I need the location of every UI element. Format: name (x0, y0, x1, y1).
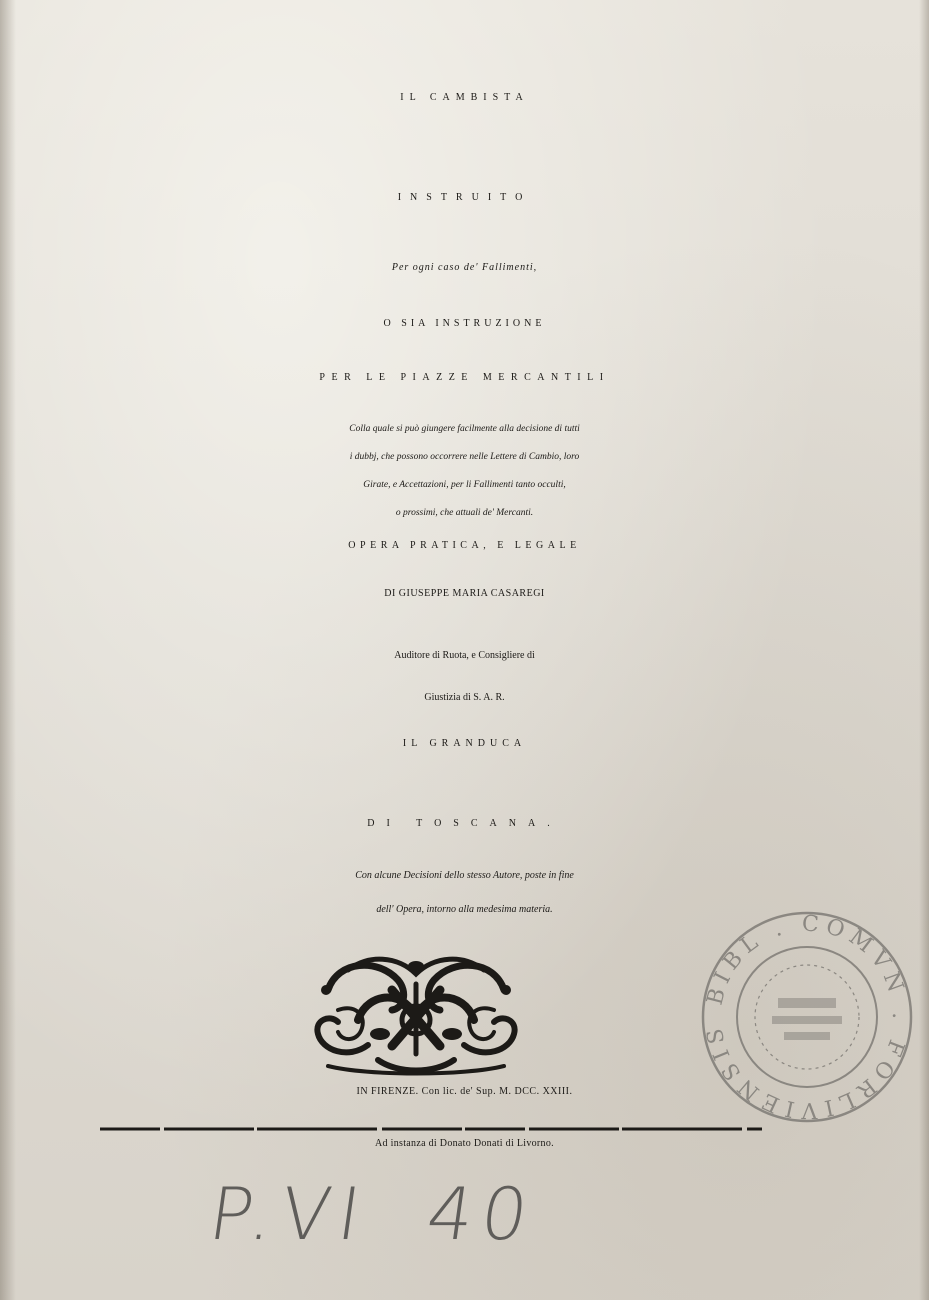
dedicatee: IL GRANDUCA (402, 738, 527, 749)
printer-line: Ad instanza di Donato Donati di Livorno. (375, 1138, 554, 1149)
alternate-title-sub: PER LE PIAZZE MERCANTILI (319, 372, 610, 383)
author-role: Giustizia di S. A. R. (424, 692, 505, 703)
subtitle: Per ogni caso de' Fallimenti, (391, 262, 538, 273)
author-name: DI GIUSEPPE MARIA CASAREGI (384, 588, 545, 599)
svg-text:BIBL . COMVN . FORLIVIENSIS: BIBL . COMVN . FORLIVIENSIS (701, 911, 913, 1123)
dedicatee-sub: DI TOSCANA. (367, 818, 562, 829)
contents-note: dell' Opera, intorno alla medesima materia. (376, 904, 553, 915)
work-type: OPERA PRATICA, E LEGALE (348, 540, 581, 551)
library-stamp-icon (696, 906, 918, 1128)
shelfmark-part: 40 (421, 1172, 542, 1256)
shelfmark-part: P.VI (204, 1172, 374, 1256)
description-line: i dubbj, che possono occorrere nelle Lettere di Cambio, loro (349, 452, 580, 462)
book-title-sub: INSTRUITO (397, 192, 532, 203)
description-line: Colla quale si può giungere facilmente alla decisione di tutti (349, 424, 580, 434)
contents-note: Con alcune Decisioni dello stesso Autore, poste in fine (355, 870, 574, 881)
author-role: Auditore di Ruota, e Consigliere di (394, 650, 535, 661)
description-line: o prossimi, che attuali de' Mercanti. (395, 508, 534, 518)
imprint: IN FIRENZE. Con lic. de' Sup. M. DCC. XXIII. (356, 1086, 573, 1097)
alternate-title: O SIA INSTRUZIONE (383, 318, 546, 329)
divider-rule (100, 1127, 762, 1131)
book-title: IL CAMBISTA (400, 92, 529, 103)
printer-ornament-icon (308, 950, 524, 1078)
shelfmark (204, 1172, 541, 1256)
description-line: Girate, e Accettazioni, per li Fallimenti tanto occulti, (363, 480, 566, 490)
